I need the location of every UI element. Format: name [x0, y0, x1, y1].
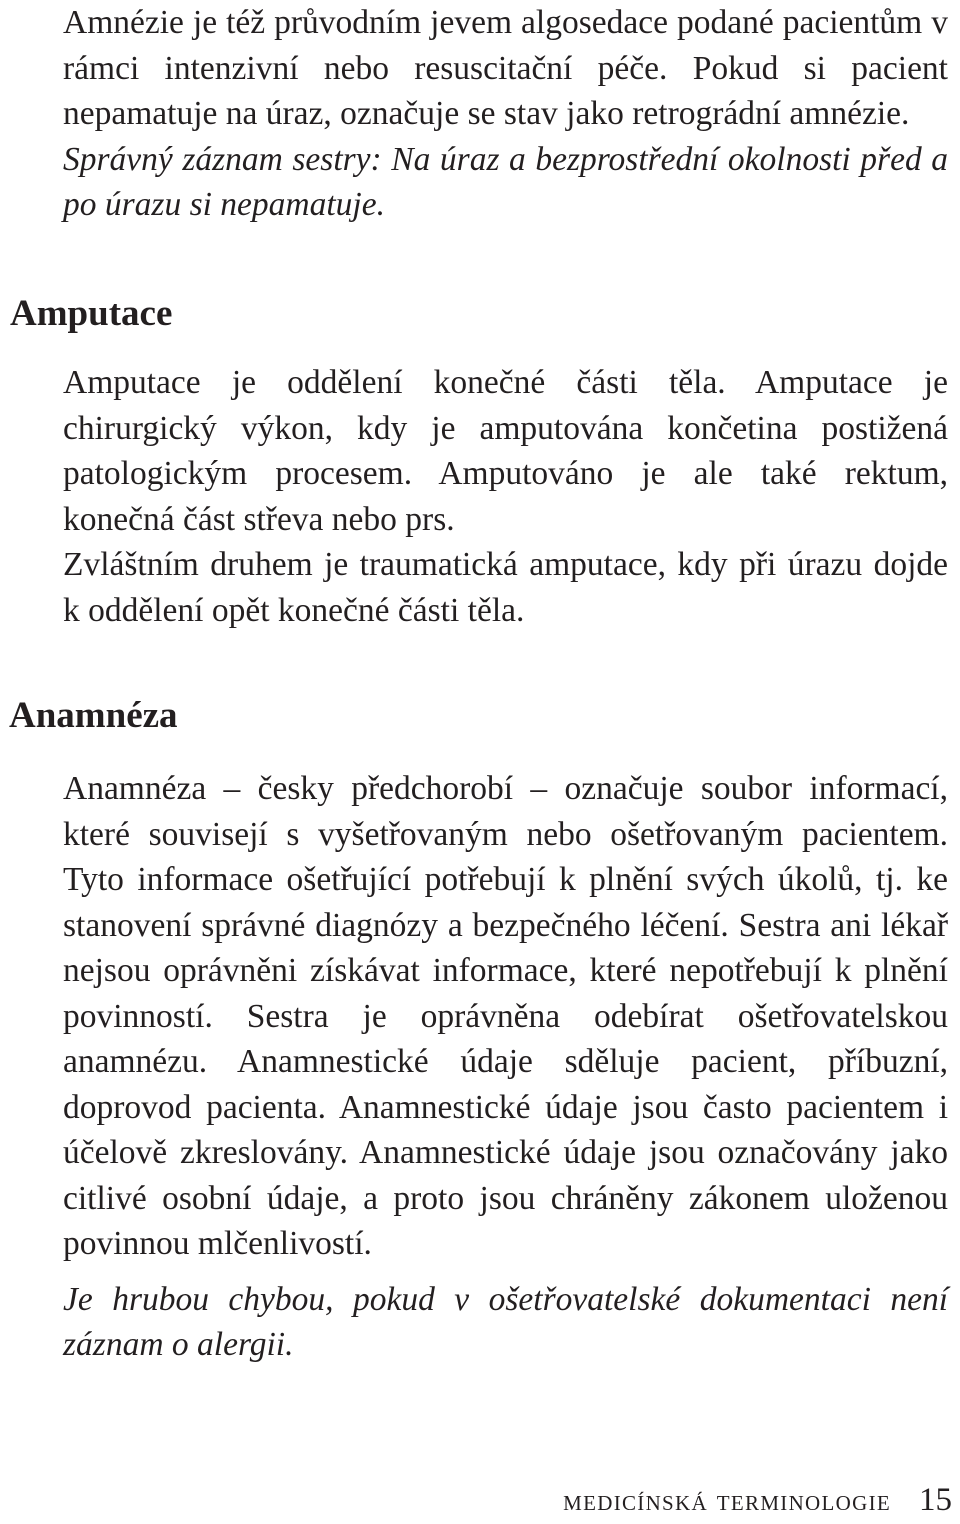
intro-paragraph: Amnézie je též průvodním jevem algosedace podané pacientům v rámci intenzivní nebo resuscitační péče. Pokud si pacient nepamatuje na úraz, označuje se stav jako retrográdní amnézie.	[63, 4, 948, 132]
intro-section	[63, 0, 948, 228]
amputace-paragraph-1: Amputace je oddělení konečné části těla. Amputace je chirurgický výkon, kdy je amputována končetina postižená patologickým procesem. Amputováno je ale také rektum, konečná část střeva nebo prs.	[63, 364, 948, 538]
heading-anamneza: Anamnéza	[9, 695, 178, 736]
page-footer	[472, 1478, 952, 1522]
page-number: 15	[919, 1482, 952, 1518]
anamneza-italic-note: Je hrubou chybou, pokud v ošetřovatelské dokumentaci není záznam o alergii.	[63, 1280, 948, 1363]
intro-italic-note: Správný záznam sestry: Na úraz a bezprostřední okolnosti před a po úrazu si nepamatuje.	[63, 140, 948, 223]
heading-amputace: Amputace	[10, 293, 173, 334]
amputace-section	[63, 360, 948, 633]
running-title: medicínská terminologie	[563, 1484, 891, 1517]
anamneza-paragraph: Anamnéza – česky předchorobí – označuje soubor informací, které souvisejí s vyšetřovaným nebo ošetřovaným pacientem. Tyto informace ošetřující potřebují k plnění svých úkolů, tj. ke stanovení správné diagnózy a bezpečného léčení. Sestra ani lékař nejsou oprávněni získávat informace, které nepotřebují k plnění povinností. Sestra je oprávněna odebírat ošetřovatelskou anamnézu. Anamnestické údaje sděluje pacient, příbuzní, doprovod pacienta. Anamnestické údaje jsou často pacientem i účelově zkreslovány. Anamnestické údaje jsou označovány jako citlivé osobní údaje, a proto jsou chráněny zákonem uloženou povinnou mlčenlivostí.	[63, 770, 948, 1262]
anamneza-section	[63, 766, 948, 1368]
amputace-paragraph-2: Zvláštním druhem je traumatická amputace, kdy při úrazu dojde k oddělení opět konečné části těla.	[63, 546, 948, 629]
